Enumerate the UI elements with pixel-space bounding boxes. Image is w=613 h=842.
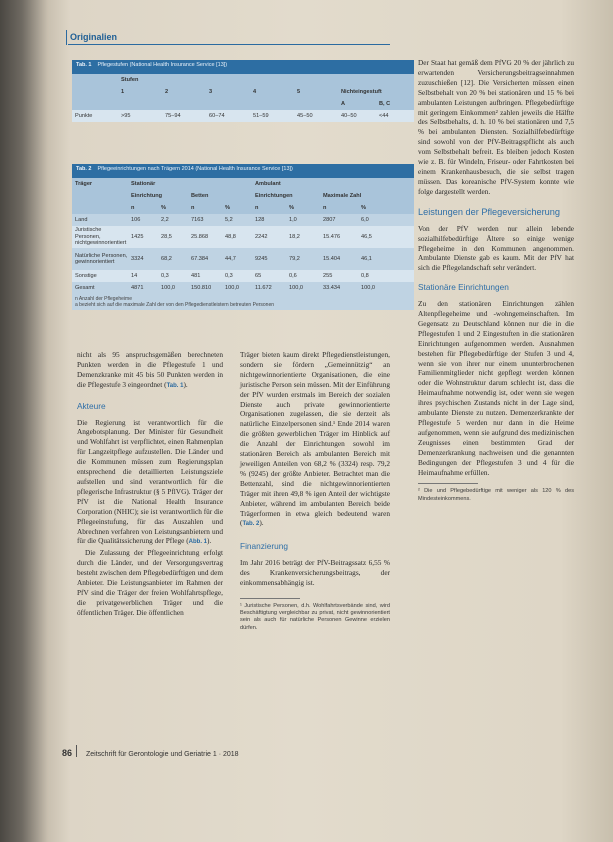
table-cell: Juristische Personen, nichtgewinnorientiert — [75, 227, 127, 247]
table-2-footnote: n Anzahl der Pflegeheime a bezieht sich auf die maximale Zahl der von den Pflegedienstleistern betreuten Personen — [72, 294, 414, 310]
table-1-head-row-3 — [72, 98, 414, 110]
table-cell: Träger — [75, 181, 93, 187]
table-cell: 0,3 — [225, 273, 233, 279]
table-cell: 5 — [297, 89, 301, 95]
table-cell: Land — [75, 216, 88, 223]
paragraph: Von der PfV werden nur allein lebende sozialhilfebedürftige Ältere so einige wenige Pflegeheime in den Kommunen angenommen. Ambulante Dienste gab es kaum. Mit der PfV hat sich die Pflegelandschaft sehr verändert. — [418, 223, 574, 273]
table-cell: Punkte — [75, 113, 93, 119]
table-cell: 15.404 — [323, 256, 341, 262]
table-cell: Stationär — [131, 181, 156, 187]
paragraph: Zu den stationären Einrichtungen zählen Altenpflegeheime und -wohngemeinschaften. Im Gegensatz zu Deutschland können nur die in die Pflegestufen 1 und 2 Eingestuften in die stationären Einrichtungen aufgenommen werden. Ausnahmen bestehen für Pflegebedürftige der Stufen 3 und 4, wenn sie von ihrer nur einem ununterbrochenen Familienmitglieder nicht gepflegt werden können oder die Wohnstruktur darum schlecht ist, dass die Heimaufnahme notwendig ist, oder wenn sie wegen ihres psychischen Zustands nicht in der Lage sind, ambulante Dienste zu nutzen. Demenzerkrankte der Pflegestufe 5 werden nur dann in die Heime aufgenommen, wenn sie aufgrund des medizinischen Zeugnisses einen bestimmten Grad der Demenzerkrankung nachweisen und die genannten Bedingungen der Pflegestufen 3 und 4 für die Heimaufnahme erfüllen. — [418, 299, 574, 477]
table-cell: 100,0 — [225, 285, 239, 291]
table-cell: 60–74 — [209, 113, 225, 119]
paragraph: Träger bieten kaum direkt Pflegedienstleistungen, sondern sie fördern „Gemeinnützig“ an nichtgewinnorientierte Organisationen, die eine juristische Person sein müssen. Mit der Einführung der PfV wurden erstmals im Bereich der sozialen Dienste auch private gewinnorientierte Organisationen zugelassen, die sie derzeit als natürliche Einzelpersonen sind.¹ Ende 2014 waren die größten gewerblichen Träger im Hinblick auf die Anzahl der Einrichtungen sowohl im stationären Bereich als ambulanten Bereich mit jeweiligen Anteilen von 68,2 % (3324) resp. 79,2 % (9245) der größte Anbieter. Betrachtet man die Bettenzahl, sind die nichtgewinnorientierten Träger mit ihren 49,8 % igen Anteil der wichtigste Anbieter, während im ambulanten Bereich beide Trägerformen in etwa gleich bedeutend waren (Tab. 2). — [240, 350, 390, 528]
table-cell: 44,7 — [225, 256, 236, 262]
table-cell: Einrichtung — [131, 193, 163, 199]
table-cell: 45–50 — [297, 113, 313, 119]
table-row — [72, 226, 414, 248]
table-cell: n — [255, 205, 259, 211]
table-cell: 75–94 — [165, 113, 181, 119]
table-cell: 3 — [209, 89, 213, 95]
table-cell: 150.810 — [191, 285, 212, 291]
table-cell: 481 — [191, 273, 201, 279]
table-1-caption: Tab. 1 Pflegestufen (National Health Insurance Service [13]) — [72, 60, 414, 74]
page-number: 86 — [62, 748, 73, 758]
table-cell: 14 — [131, 273, 138, 279]
paragraph: Der Staat hat gemäß dem PfVG 20 % der jährlich zu erwartenden Versicherungsbeitragseinnahmen zuzuschießen [12]. Die Versicherten müssen einen Selbstbehalt von 20 % bei stationären und 15 % bei ambulanten Leistungen aufbringen. Pflegebedürftige mit geringem Einkommen² zahlen jeweils die Hälfte des Selbstbehalts, d. h. 10 % bei stationären und 7,5 % bei ambulanten Diensten. Sozialhilfebedürftige sind sowohl von der PfV-Beitragspflicht als auch vom Selbstbehalt befreit. Es bleiben jedoch Kosten wie z. B. für Windeln, Friseur- oder Fahrtkosten bei einem Krankenhausbesuch, die sie selbst tragen müssen. Das koreanische PfV-System konnte wie folge dargestellt werden. — [418, 58, 574, 196]
table-reference-link[interactable]: Tab. 1 — [166, 382, 184, 389]
paragraph: nicht als 95 anspruchsgemäßen berechneten Punkten werden in die Pflegestufe 1 und Demenzkranke mit 45 bis 50 Punkten werden in die Pflegestufe 3 eingeordnet (Tab. 1). — [77, 350, 223, 389]
table-cell: 100,0 — [361, 285, 375, 291]
footnote-rule — [418, 483, 478, 484]
table-cell: 4 — [253, 89, 257, 95]
table-cell: 46,1 — [361, 256, 372, 262]
footnote-rule — [240, 598, 300, 599]
table-cell: <44 — [379, 113, 389, 119]
table-row — [72, 214, 414, 226]
table-cell: 40–50 — [341, 113, 357, 119]
table-cell: 0,6 — [289, 273, 297, 279]
table-cell: 11.672 — [255, 285, 272, 291]
table-cell: Einrichtungen — [255, 193, 293, 199]
table-cell: 0,3 — [161, 273, 169, 279]
table-cell: % — [361, 205, 366, 211]
paragraph: Im Jahr 2016 beträgt der PfV-Beitragssatz 6,55 % des Krankenversicherungsbeitrags, der einkommensabhängig ist. — [240, 558, 390, 588]
table-cell: 68,2 — [161, 256, 172, 262]
section-header: Originalien — [70, 32, 118, 42]
journal-page — [58, 18, 606, 833]
table-cell: 2 — [165, 89, 169, 95]
table-cell: 51–59 — [253, 113, 269, 119]
table-cell: 255 — [323, 273, 333, 279]
table-1-head-row-1 — [72, 74, 414, 86]
table-cell: 2,2 — [161, 217, 169, 223]
table-cell: 28,5 — [161, 234, 172, 240]
table-cell: 106 — [131, 217, 141, 223]
table-cell: 15.476 — [323, 234, 341, 240]
table-row — [72, 282, 414, 294]
text-column-3 — [418, 58, 574, 503]
header-rule — [68, 44, 390, 45]
footnote: ² Die und Pflegebedürftige mit weniger als 120 % des Mindesteinkommens. — [418, 488, 574, 502]
table-cell: % — [161, 205, 166, 211]
table-cell: % — [289, 205, 294, 211]
table-cell: Maximale Zahl — [323, 193, 362, 199]
table-cell: 48,8 — [225, 234, 236, 240]
table-cell: 1425 — [131, 234, 144, 240]
table-cell: 100,0 — [161, 285, 175, 291]
page-footer — [62, 748, 239, 758]
footnote: ¹ Juristische Personen, d.h. Wohlfahrtsverbände sind, wird Beschäftigtung vergleichbar zu privat, nicht gewinnorientiert sein als auch für natürliche Personen Gewinne erzielen dürfen. — [240, 602, 390, 631]
section-marker — [66, 30, 67, 45]
table-cell: 128 — [255, 217, 265, 223]
table-cell: 2807 — [323, 217, 336, 223]
table-cell: 6,0 — [361, 217, 369, 223]
table-cell: % — [225, 205, 230, 211]
table-1-row — [72, 110, 414, 122]
table-reference-link[interactable]: Tab. 2 — [242, 521, 260, 528]
table-cell: n — [191, 205, 195, 211]
table-2-head-row-1 — [72, 178, 414, 190]
table-cell: B, C — [379, 101, 391, 107]
paragraph: Die Zulassung der Pflegeeinrichtung erfolgt durch die Länder, und der Versorgungsvertrag besteht zwischen dem Pflegebedürftigen und dem Anbieter. Die Leistungsanbieter im Rahmen der PfV sind die Träger der freien Wohlfahrtspflege, die privatgewerblichen Träger und die öffentlichen Träger. Die öffentlichen — [77, 548, 223, 617]
table-row — [72, 248, 414, 270]
table-cell: Natürliche Personen, gewinnorientiert — [75, 252, 128, 265]
section-heading-finanzierung: Finanzierung — [240, 541, 288, 552]
text-column-2 — [240, 350, 390, 632]
table-cell: 4871 — [131, 285, 144, 291]
table-cell: n — [131, 205, 135, 211]
table-cell: 79,2 — [289, 256, 300, 262]
table-2-caption: Tab. 2 Pflegeeinrichtungen nach Trägern 2014 (National Health Insurance Service [13]) — [72, 164, 414, 178]
table-cell: 1,0 — [289, 217, 297, 223]
paragraph: Die Regierung ist verantwortlich für die Angebotsplanung. Der Minister für Gesundheit und Wohlfahrt ist verpflichtet, einen Rahmenplan für Langzeitpflege aufzustellen. Die Länder und die Kommunen müssen zum Regierungsplan entsprechend die detaillierten Leistungsziele aufstellen und sind verantwortlich für die pflegerische Infrastruktur (§ 5 PflVG). Träger der PfV ist die National Health Insurance Corporation (NHIC); sie ist verantwortlich für die Pflegeeinstufung, für das Auszahlen und Abrechnen verfahren von Leistungsanbietern und für die Qualitätssicherung der Pflege (Abb. 1). — [77, 417, 223, 546]
table-cell: 0,8 — [361, 273, 369, 279]
table-cell: 65 — [255, 273, 262, 279]
table-cell: Betten — [191, 193, 209, 199]
table-1 — [72, 60, 414, 122]
table-2-head-row-3 — [72, 202, 414, 214]
table-1-head-row-2 — [72, 86, 414, 98]
table-cell: Stufen — [121, 77, 139, 83]
table-cell: A — [341, 101, 346, 107]
section-heading-leistungen: Leistungen der Pflegeversicherung — [418, 206, 560, 217]
table-cell: Nichteingestuft — [341, 89, 382, 95]
table-cell: 5,2 — [225, 217, 233, 223]
table-2-body — [72, 214, 414, 294]
table-cell: 100,0 — [289, 285, 303, 291]
table-cell: 25.868 — [191, 234, 209, 240]
table-cell: 7163 — [191, 217, 204, 223]
text-column-1 — [77, 350, 223, 618]
table-cell: n — [323, 205, 327, 211]
table-cell: 67.384 — [191, 256, 209, 262]
table-cell: Sonstige — [75, 272, 97, 279]
table-cell: 2242 — [255, 234, 268, 240]
table-cell: 18,2 — [289, 234, 300, 240]
section-heading-stationaer: Stationäre Einrichtungen — [418, 282, 509, 293]
table-cell: 46,5 — [361, 234, 372, 240]
table-cell: Gesamt — [75, 284, 95, 291]
table-cell: 1 — [121, 89, 125, 95]
table-cell: 3324 — [131, 256, 144, 262]
table-2 — [72, 164, 414, 310]
table-2-head-row-2 — [72, 190, 414, 202]
journal-name: Zeitschrift für Gerontologie und Geriatrie 1 · 2018 — [86, 751, 239, 758]
section-heading-akteure: Akteure — [77, 400, 106, 411]
table-cell: >95 — [121, 113, 131, 119]
figure-reference-link[interactable]: Abb. 1 — [188, 539, 207, 546]
table-cell: 9245 — [255, 256, 268, 262]
table-cell: 33.434 — [323, 285, 341, 291]
table-cell: Ambulant — [255, 181, 281, 187]
table-row — [72, 270, 414, 282]
